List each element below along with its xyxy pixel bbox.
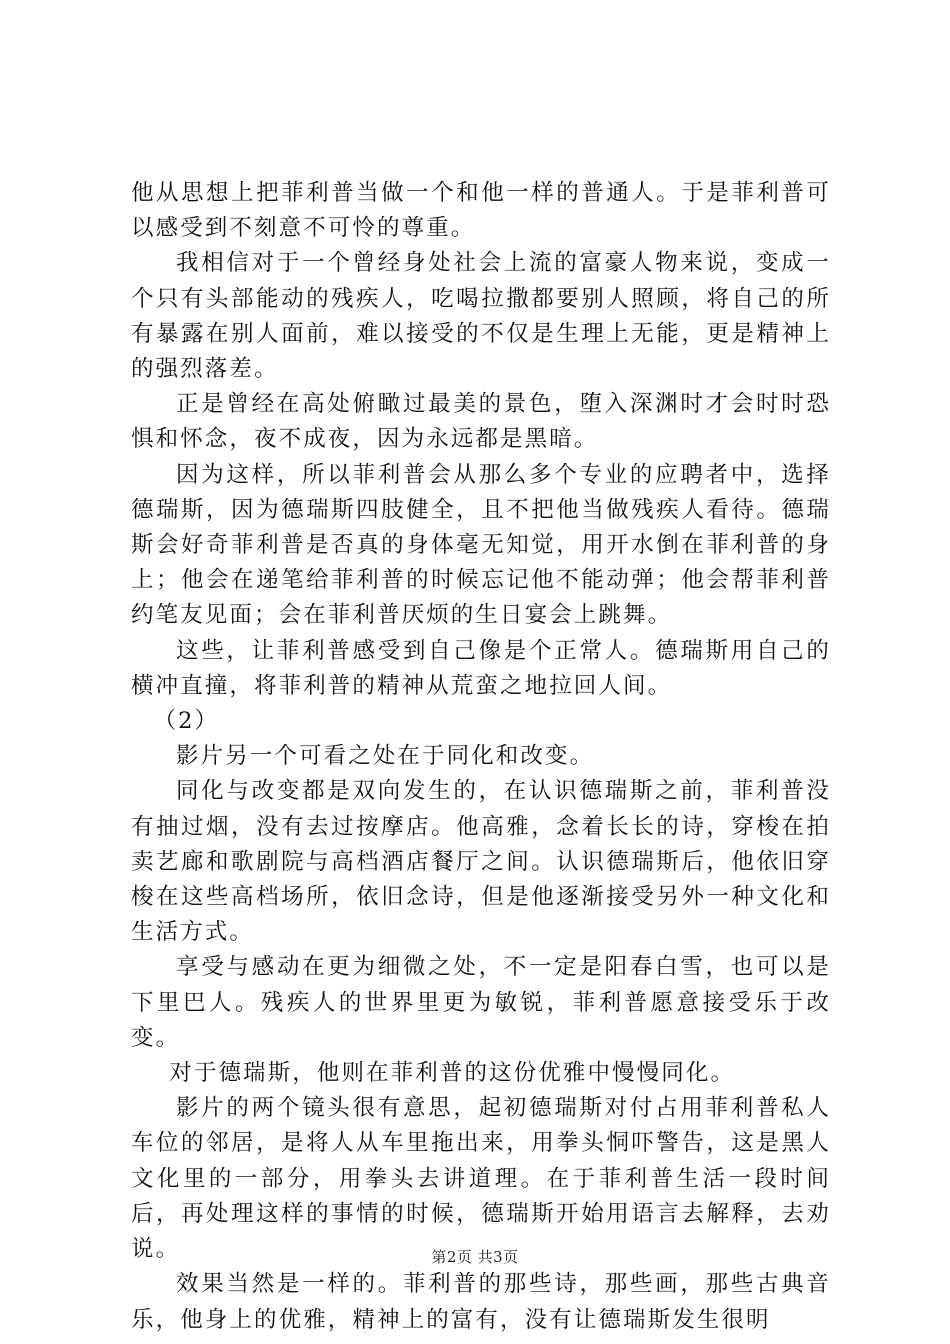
paragraph-9: 享受与感动在更为细微之处，不一定是阳春白雪，也可以是下里巴人。残疾人的世界里更为敏锐，菲利普愿意接受乐于改变。 (131, 954, 831, 1051)
paragraph-12: 效果当然是一样的。菲利普的那些诗，那些画，那些古典音乐，他身上的优雅，精神上的富有，没有让德瑞斯发生很明 (131, 1271, 831, 1333)
paragraph-4: 因为这样，所以菲利普会从那么多个专业的应聘者中，选择德瑞斯，因为德瑞斯四肢健全，且不把他当做残疾人看待。德瑞斯会好奇菲利普是否真的身体毫无知觉，用开水倒在菲利普的身上；他会在递笔给菲利普的时候忘记他不能动弹；他会帮菲利普约笔友见面；会在菲利普厌烦的生日宴会上跳舞。 (131, 461, 831, 629)
paragraph-8: 同化与改变都是双向发生的，在认识德瑞斯之前，菲利普没有抽过烟，没有去过按摩店。他高雅，念着长长的诗，穿梭在拍卖艺廊和歌剧院与高档酒店餐厅之间。认识德瑞斯后，他依旧穿梭在这些高档场所，依旧念诗，但是他逐渐接受另外一种文化和生活方式。 (131, 778, 831, 946)
document-body (131, 176, 831, 1338)
paragraph-1: 他从思想上把菲利普当做一个和他一样的普通人。于是菲利普可以感受到不刻意不可怜的尊重。 (131, 180, 831, 242)
paragraph-11: 影片的两个镜头很有意思，起初德瑞斯对付占用菲利普私人车位的邻居，是将人从车里拖出来，用拳头恫吓警告，这是黑人文化里的一部分，用拳头去讲道理。在于菲利普生活一段时间后，再处理这样的事情的时候，德瑞斯开始用语言去解释，去劝说。 (131, 1095, 831, 1263)
paragraph-7: 影片另一个可看之处在于同化和改变。 (176, 743, 595, 770)
paragraph-3: 正是曾经在高处俯瞰过最美的景色，堕入深渊时才会时时恐惧和怀念，夜不成夜，因为永远都是黑暗。 (131, 391, 831, 453)
paragraph-10: 对于德瑞斯，他则在菲利普的这份优雅中慢慢同化。 (169, 1060, 736, 1087)
paragraph-2: 我相信对于一个曾经身处社会上流的富豪人物来说，变成一个只有头部能动的残疾人，吃喝拉撒都要别人照顾，将自己的所有暴露在别人面前，难以接受的不仅是生理上无能，更是精神上的强烈落差。 (131, 250, 831, 383)
page-footer: 第2页 共3页 (431, 1248, 519, 1266)
paragraph-5: 这些，让菲利普感受到自己像是个正常人。德瑞斯用自己的横冲直撞，将菲利普的精神从荒蛮之地拉回人间。 (131, 637, 831, 699)
section-number: （2） (153, 708, 220, 735)
